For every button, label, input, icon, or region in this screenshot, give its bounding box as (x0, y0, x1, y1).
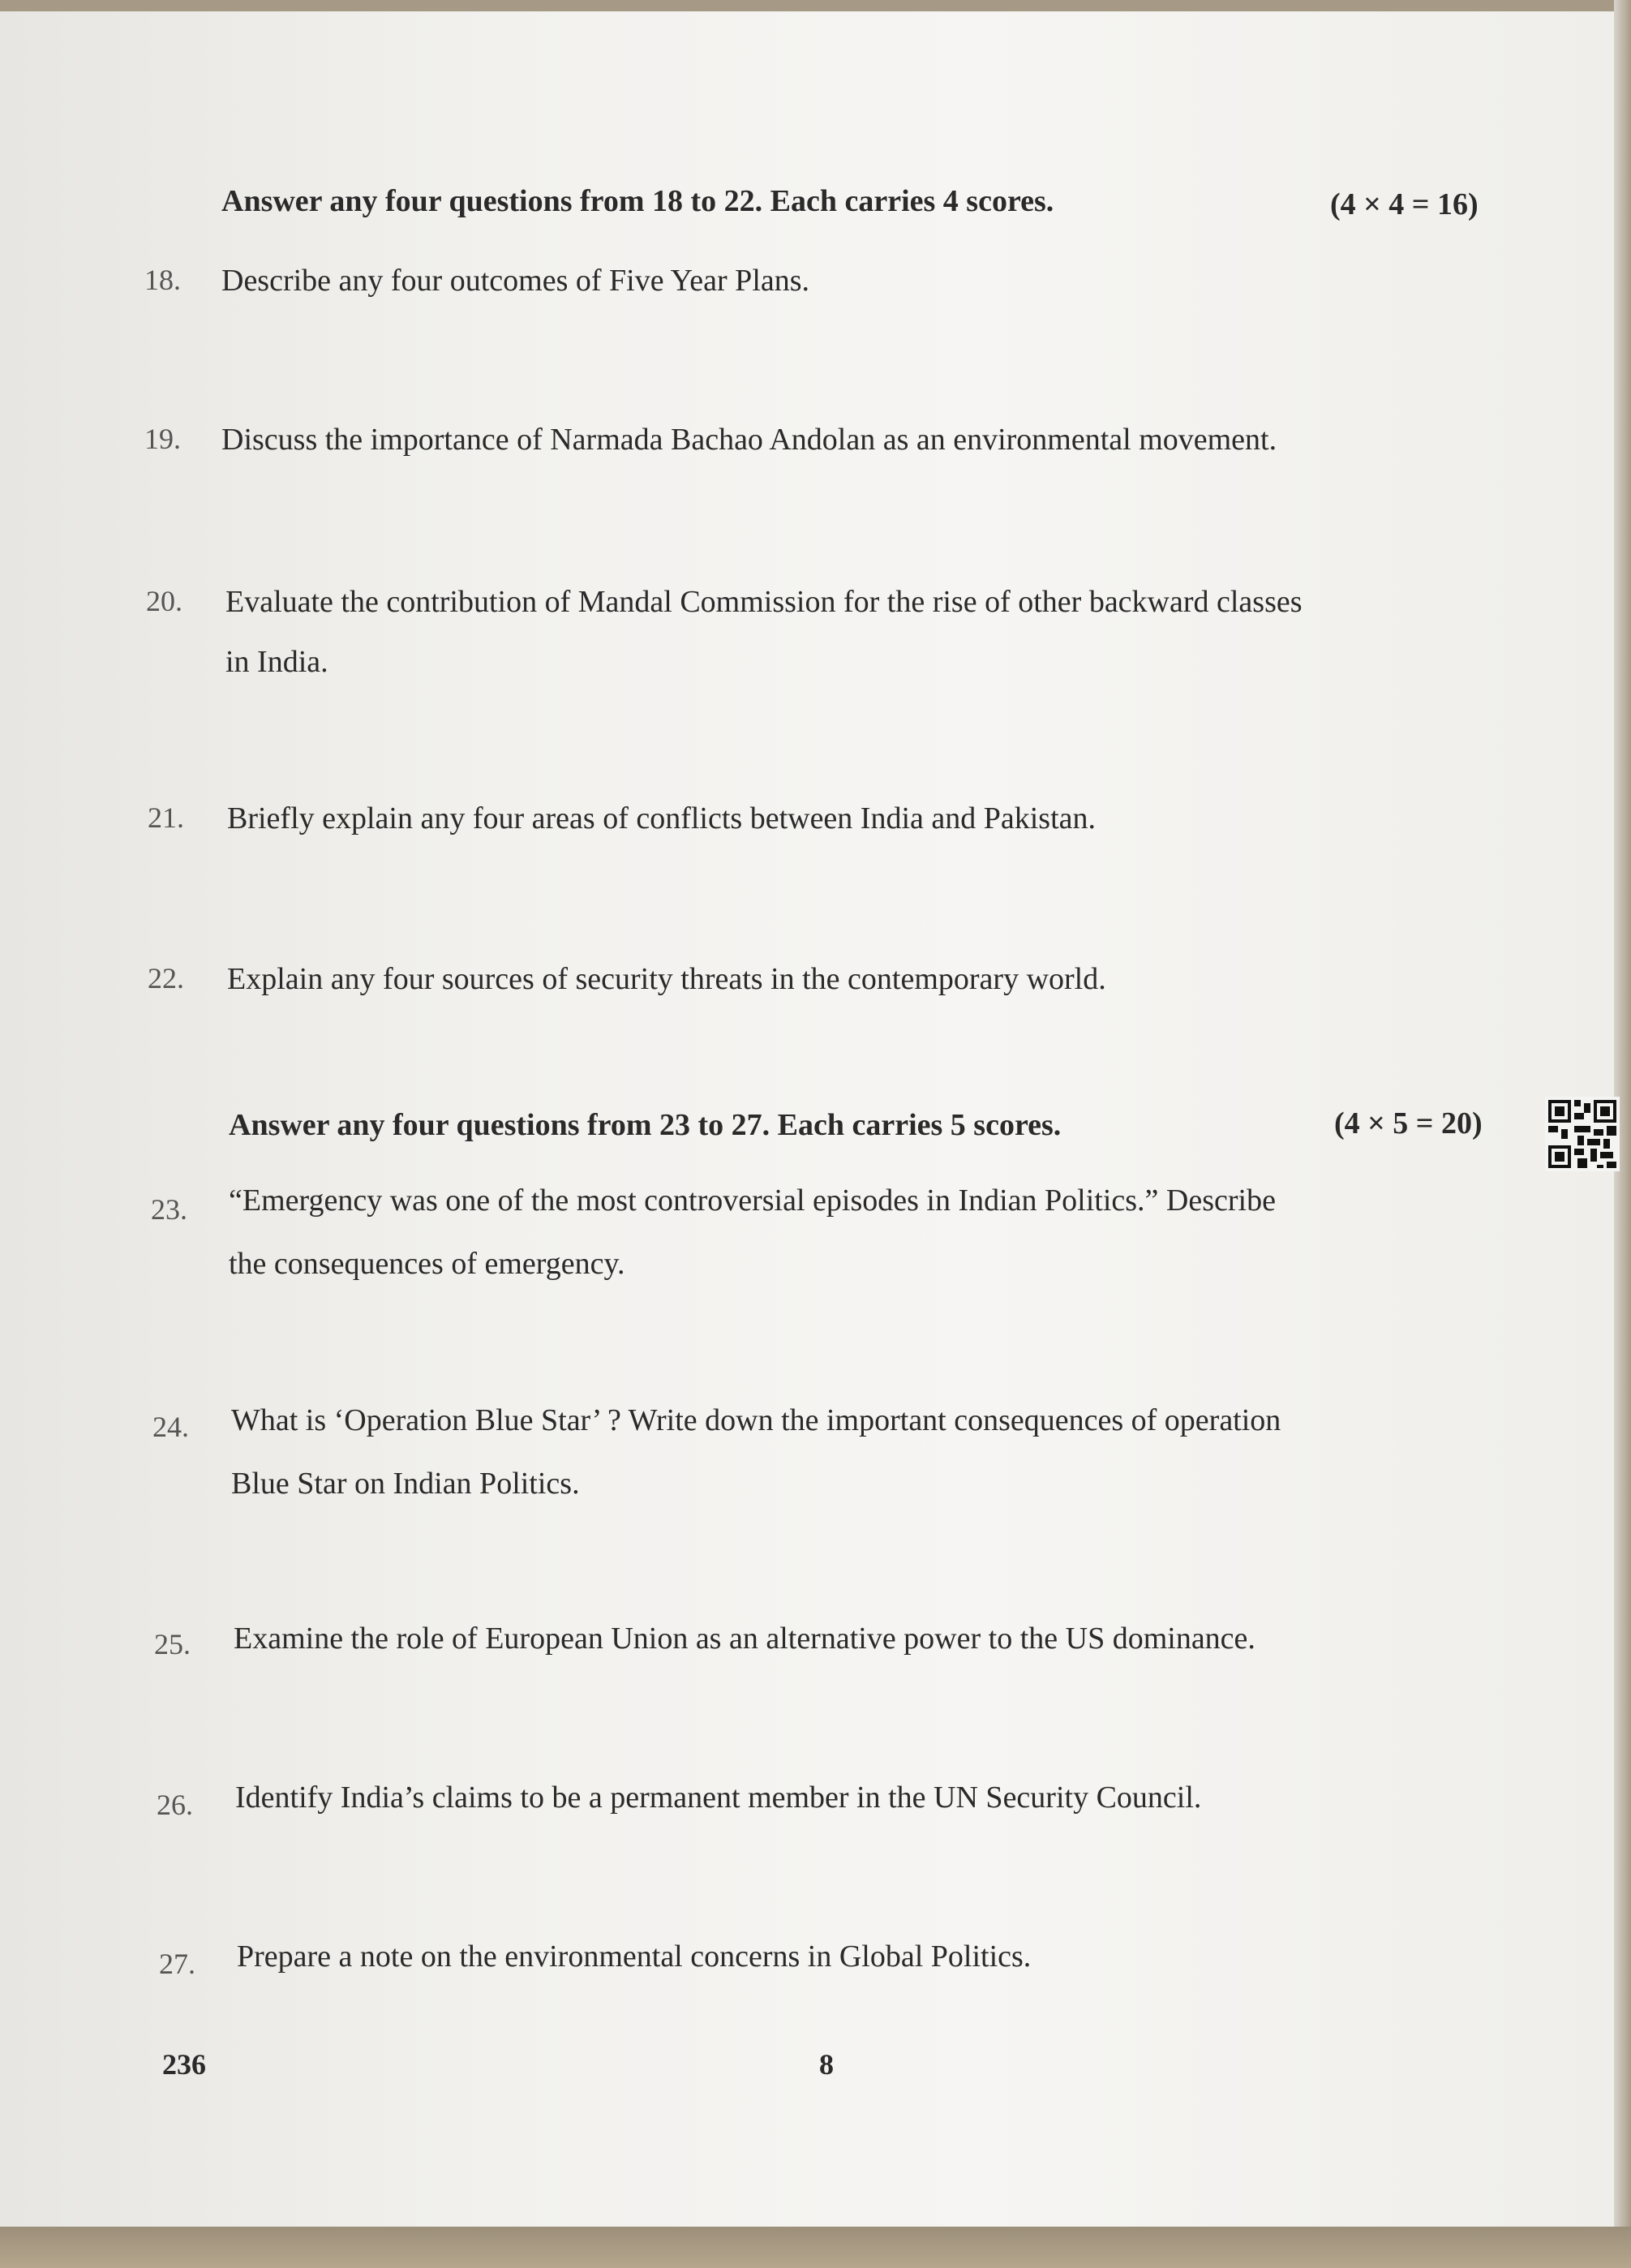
question-text: Identify India’s claims to be a permanent member in the UN Security Council. (235, 1780, 1202, 1815)
question-text: Explain any four sources of security threats in the contemporary world. (227, 962, 1106, 996)
question-text: Describe any four outcomes of Five Year Plans. (221, 264, 810, 298)
question-text: Prepare a note on the environmental concerns in Global Politics. (237, 1939, 1032, 1974)
section-b-score: (4 × 5 = 20) (1334, 1106, 1483, 1140)
question-text: Discuss the importance of Narmada Bachao Andolan as an environmental movement. (221, 423, 1277, 457)
section-b-instruction: Answer any four questions from 23 to 27. Each carries 5 scores. (229, 1108, 1062, 1142)
question-number: 26. (157, 1789, 193, 1821)
question-number: 18. (144, 264, 181, 296)
question-number: 25. (154, 1628, 191, 1660)
question-number: 19. (144, 423, 181, 455)
question-number: 27. (159, 1948, 195, 1980)
question-text: Examine the role of European Union as an alternative power to the US dominance. (234, 1622, 1255, 1656)
qr-code-image (1545, 1097, 1620, 1171)
question-text-line-2: in India. (225, 645, 328, 679)
page-number: 8 (819, 2048, 834, 2081)
section-a-instruction: Answer any four questions from 18 to 22. Each carries 4 scores. (221, 184, 1054, 218)
question-text-line-1: Evaluate the contribution of Mandal Commission for the rise of other backward classes (225, 585, 1303, 619)
question-text-line-1: What is ‘Operation Blue Star’ ? Write down the important consequences of operation (231, 1403, 1281, 1437)
photo-edge-bottom (0, 2227, 1631, 2268)
photo-edge-top (0, 0, 1631, 11)
question-number: 23. (151, 1193, 187, 1226)
section-a-score: (4 × 4 = 16) (1330, 187, 1479, 221)
question-number: 22. (148, 962, 184, 994)
paper-code: 236 (162, 2048, 206, 2081)
question-number: 24. (152, 1411, 189, 1443)
question-text-line-1: “Emergency was one of the most controversial episodes in Indian Politics.” Describe (229, 1183, 1276, 1218)
question-text-line-2: the consequences of emergency. (229, 1247, 625, 1281)
question-text-line-2: Blue Star on Indian Politics. (231, 1467, 580, 1501)
question-number: 21. (148, 801, 184, 834)
question-text: Briefly explain any four areas of conflicts between India and Pakistan. (227, 801, 1097, 835)
question-number: 20. (146, 585, 182, 617)
